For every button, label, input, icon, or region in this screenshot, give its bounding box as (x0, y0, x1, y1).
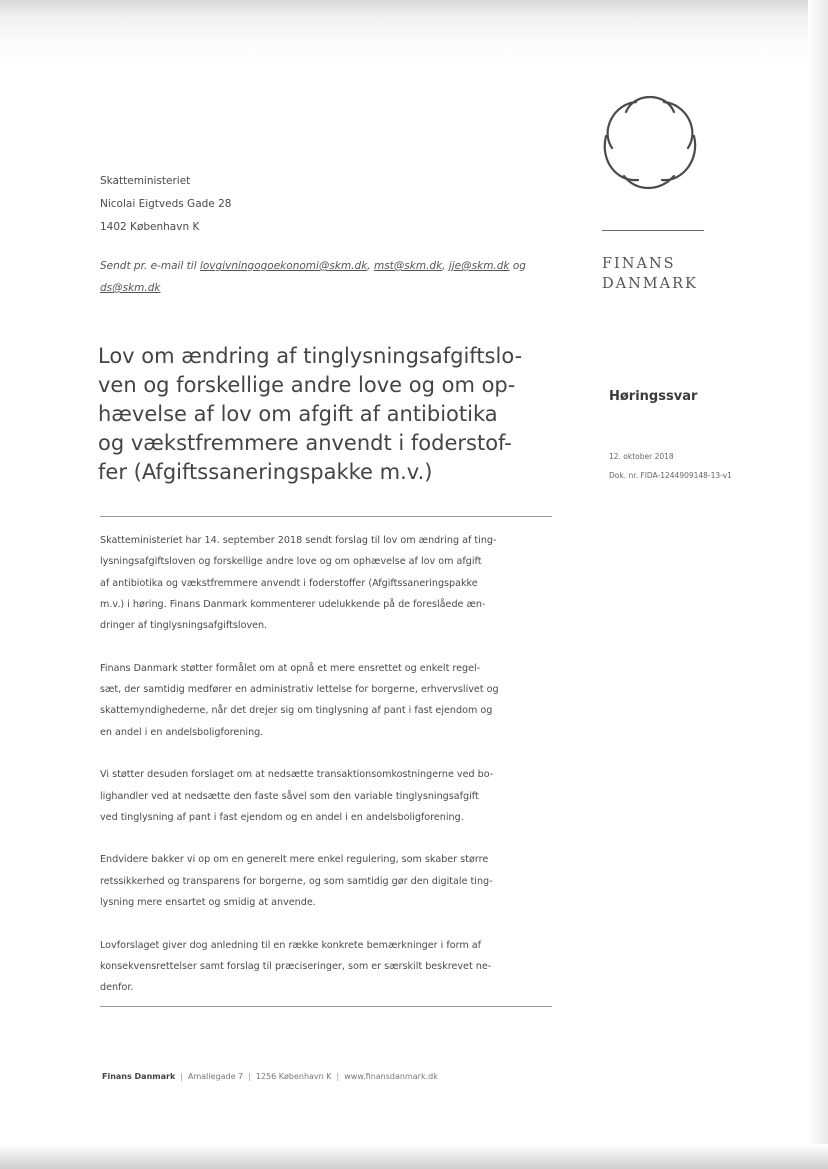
body-line: skattemyndighederne, når det drejer sig om tinglysning af pant i fast ejendom og (100, 705, 493, 717)
scan-shadow-right (808, 0, 828, 1169)
email-link-2[interactable]: mst@skm.dk (373, 260, 443, 272)
title-line: hævelse af lov om afgift af antibiotika (98, 402, 498, 426)
email-separator: , (367, 260, 374, 272)
body-line: denfor. (100, 982, 134, 994)
email-conjunction: og (509, 260, 526, 272)
title-line: Lov om ændring af tinglysningsafgiftslo- (98, 344, 523, 368)
body-line: Lovforslaget giver dog anledning til en række konkrete bemærkninger i form af (100, 939, 482, 951)
logo-arc (608, 102, 636, 148)
logo-arc (664, 102, 692, 148)
divider-bottom (100, 1006, 552, 1007)
logo-arc (626, 97, 674, 112)
body-line: lysningsafgiftsloven og forskellige andre love og om ophævelse af lov om afgift (100, 556, 482, 568)
logo-divider (602, 230, 704, 231)
recipient-address (100, 170, 360, 239)
title-line: og vækstfremmere anvendt i foderstof- (98, 431, 512, 455)
body-line: m.v.) i høring. Finans Danmark kommenterer udelukkende på de foreslåede æn- (100, 598, 486, 610)
email-link-3[interactable]: jje@skm.dk (448, 260, 510, 272)
divider-top (100, 516, 552, 517)
footer-website[interactable]: www.finansdanmark.dk (344, 1072, 438, 1081)
email-separator: , (442, 260, 449, 272)
body-paragraph (100, 530, 560, 636)
footer-separator: | (336, 1072, 340, 1081)
brand-line-2: DANMARK (602, 276, 698, 292)
footer-org: Finans Danmark (102, 1072, 176, 1081)
email-link-1[interactable]: lovgivningogoekonomi@skm.dk (199, 260, 368, 272)
body-paragraph (100, 849, 560, 913)
body-line: sæt, der samtidig medfører en administrativ lettelse for borgerne, erhvervslivet og (100, 684, 499, 696)
document-title (98, 342, 578, 487)
body-line: Skatteministeriet har 14. september 2018 sendt forslag til lov om ændring af ting- (100, 535, 497, 546)
document-type: Høringssvar (609, 389, 698, 404)
body-line: Endvidere bakker vi op om en generelt mere enkel regulering, som skaber større (100, 854, 489, 866)
body-line: ved tinglysning af pant i fast ejendom og en andel i en andelsboligforening. (100, 811, 464, 823)
email-link-4[interactable]: ds@skm.dk (100, 282, 161, 294)
knot-ring-icon (598, 90, 702, 194)
body-line: konsekvensrettelser samt forslag til præciseringer, som er særskilt beskrevet ne- (100, 960, 492, 972)
recipient-city: 1402 København K (100, 221, 200, 233)
footer-address: Amaliegade 7 (187, 1072, 244, 1081)
body-paragraph (100, 764, 560, 828)
body-paragraph (100, 658, 560, 743)
scan-shadow-top (0, 0, 828, 62)
footer-separator: | (248, 1072, 251, 1081)
brand-wordmark (602, 254, 742, 294)
title-line: ven og forskellige andre love og om op- (98, 373, 516, 397)
document-date: 12. oktober 2018 (609, 452, 674, 461)
brand-line-1: FINANS (602, 256, 676, 272)
recipient-street: Nicolai Eigtveds Gade 28 (100, 198, 232, 210)
letter-body (100, 530, 560, 1020)
body-paragraph (100, 935, 560, 999)
body-line: lysning mere ensartet og smidig at anvende. (100, 897, 316, 909)
logo-arc (624, 176, 674, 188)
title-line: fer (Afgiftssaneringspakke m.v.) (98, 460, 433, 484)
body-line: af antibiotika og vækstfremmere anvendt i foderstoffer (Afgiftssaneringspakke (100, 577, 478, 589)
sent-prefix: Sendt pr. e-mail til (100, 260, 200, 272)
document-meta (609, 447, 799, 485)
body-line: dringer af tinglysningsafgiftsloven. (100, 620, 268, 632)
body-line: Finans Danmark støtter formålet om at opnå et mere ensrettet og enkelt regel- (100, 662, 481, 674)
footer-city: 1256 København K (255, 1072, 332, 1081)
body-line: lighandler ved at nedsætte den faste såvel som den variable tinglysningsafgift (100, 790, 479, 802)
body-line: en andel i en andelsboligforening. (100, 726, 264, 738)
recipient-name: Skatteministeriet (100, 175, 191, 187)
scan-shadow-bottom (0, 1144, 828, 1169)
page-footer (102, 1072, 662, 1081)
footer-separator: | (180, 1072, 183, 1081)
body-line: retssikkerhed og transparens for borgerne, og som samtidig gør den digitale ting- (100, 875, 493, 887)
body-line: Vi støtter desuden forslaget om at nedsætte transaktionsomkostningerne ved bo- (100, 769, 494, 781)
document-number: Dok. nr. FIDA-1244909148-13-v1 (609, 471, 732, 480)
sent-line (100, 255, 560, 299)
